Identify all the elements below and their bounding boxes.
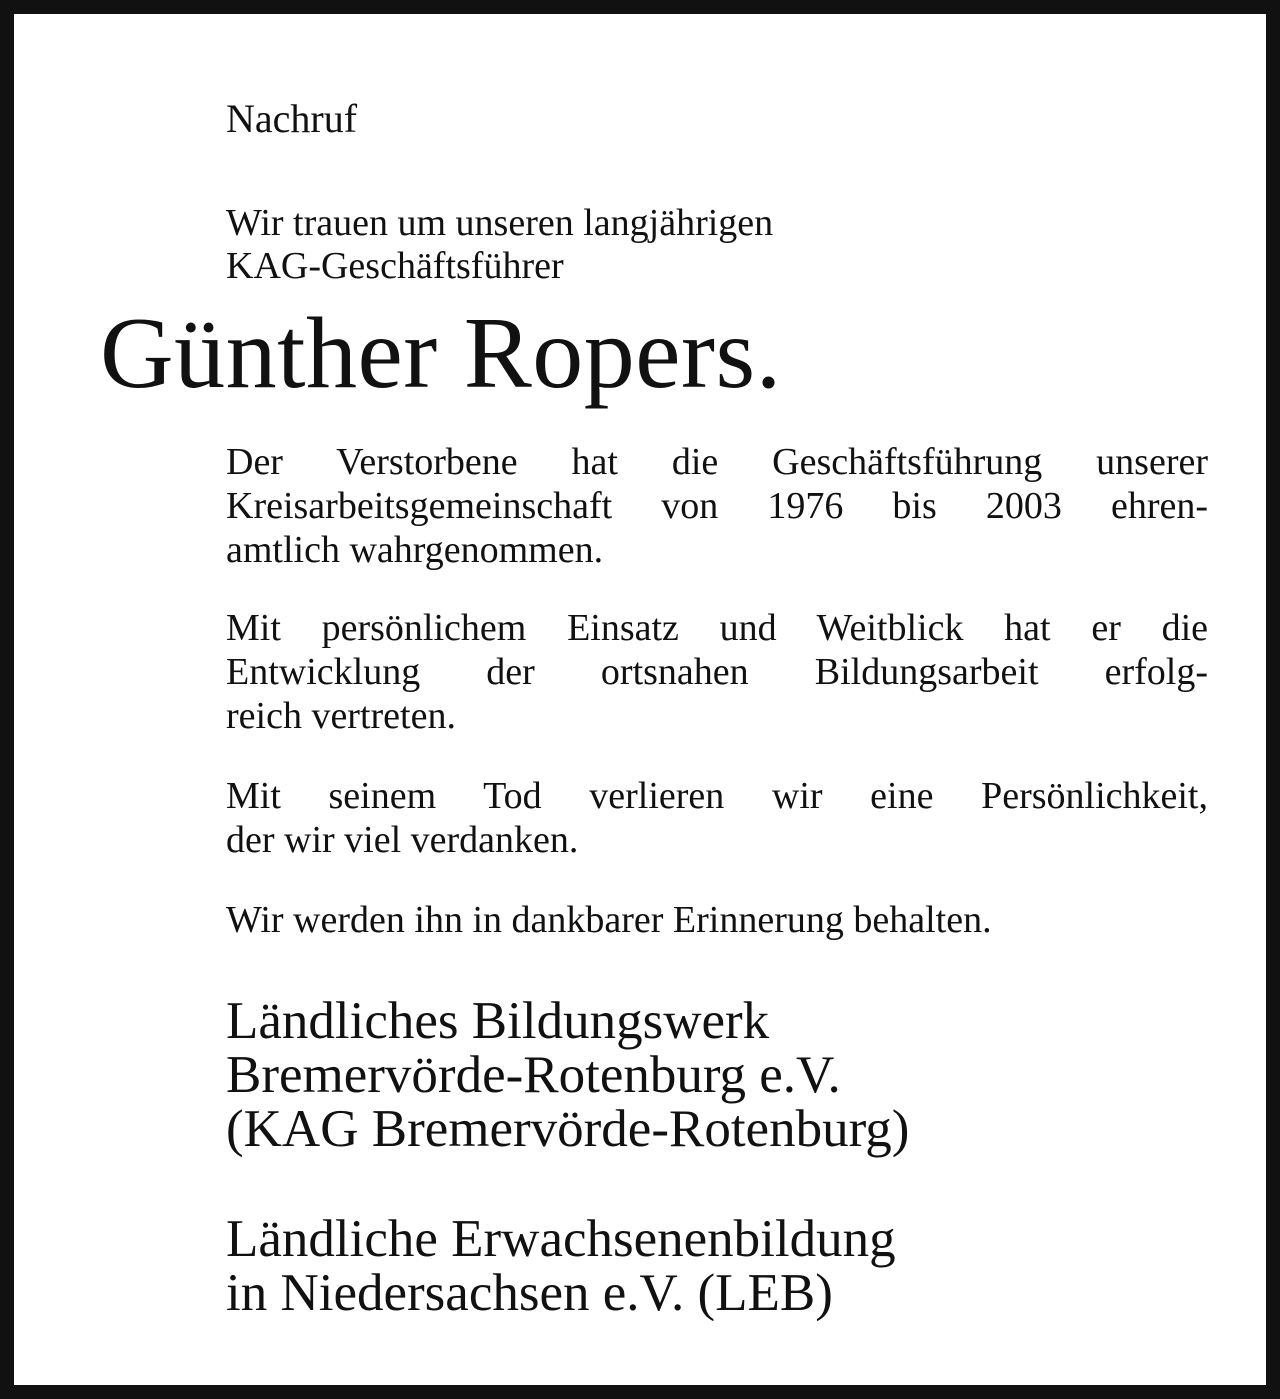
- paragraph-line: Mit persönlichem Einsatz und Weitblick hat er die: [226, 607, 1208, 649]
- paragraph-tenure: [226, 440, 1208, 572]
- notice-heading: Nachruf: [226, 96, 358, 141]
- paragraph-line: amtlich wahrgenommen.: [226, 529, 604, 571]
- organization-line: Ländliches Bildungswerk: [226, 992, 770, 1050]
- paragraph-line: Wir werden ihn in dankbarer Erinnerung behalten.: [226, 899, 992, 941]
- intro-text: [226, 202, 1180, 288]
- paragraph-line: der wir viel verdanken.: [226, 819, 579, 861]
- organization-line: Ländliche Erwachsenenbildung: [226, 1210, 896, 1268]
- organization-leb: [226, 1212, 896, 1320]
- paragraph-line: Mit seinem Tod verlieren wir eine Persönlichkeit,: [226, 775, 1208, 817]
- paragraph-loss: [226, 774, 1208, 862]
- organization-line: (KAG Bremervörde-Rotenburg): [226, 1100, 910, 1158]
- organization-line: Bremervörde-Rotenburg e.V.: [226, 1046, 841, 1104]
- organization-bildungswerk: [226, 994, 909, 1156]
- intro-line: Wir trauen um unseren langjährigen: [226, 202, 774, 244]
- paragraph-line: Kreisarbeitsgemeinschaft von 1976 bis 2003 ehren-: [226, 485, 1208, 527]
- paragraph-remembrance: [226, 898, 1208, 942]
- deceased-name: Günther Ropers.: [100, 297, 782, 410]
- organization-line: in Niedersachsen e.V. (LEB): [226, 1264, 833, 1322]
- paragraph-line: reich vertreten.: [226, 695, 456, 737]
- paragraph-line: Entwicklung der ortsnahen Bildungsarbeit erfolg-: [226, 651, 1208, 693]
- paragraph-line: Der Verstorbene hat die Geschäftsführung unserer: [226, 441, 1208, 483]
- intro-line: KAG-Geschäftsführer: [226, 245, 564, 287]
- paragraph-commitment: [226, 606, 1208, 738]
